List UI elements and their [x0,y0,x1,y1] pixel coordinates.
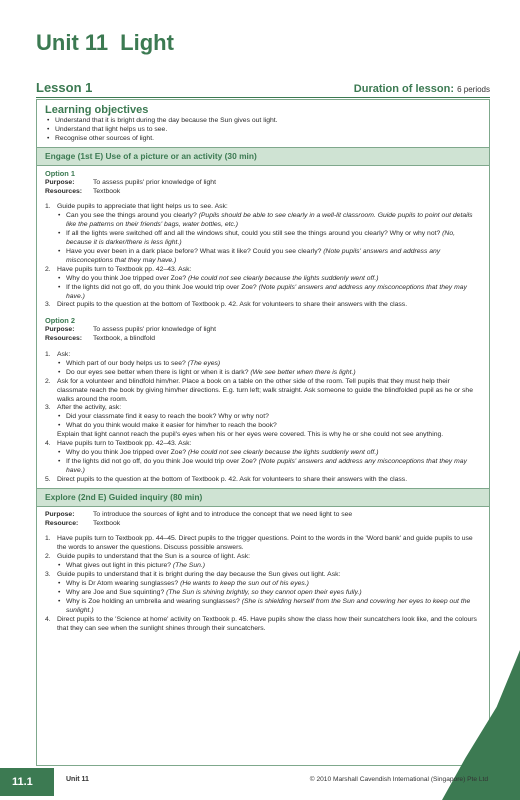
step-text: Ask: [57,351,71,359]
step-text: Direct pupils to the question at the bottom of Textbook p. 42. Ask for volunteers to share their answers with the class. [57,301,408,309]
objectives-list [45,117,483,144]
page-number: 11.1 [12,776,33,788]
option2-steps [45,351,481,485]
option1-purpose [45,179,481,188]
step-text: Guide pupils to appreciate that light helps us to see. Ask: [57,203,228,211]
step-text: Direct pupils to the question at the bottom of Textbook p. 42. Ask for volunteers to share their answers with the class. [57,475,408,483]
step [45,553,481,571]
step-number: 3. [45,301,51,309]
option2-title: Option 2 [45,316,75,326]
purpose-label: Purpose: [45,510,75,518]
purpose-text: To assess pupils' prior knowledge of light [93,178,216,186]
question-bullet: • What do you think would make it easier for him/her to reach the book? [66,422,481,431]
question-bullet: • If the lights did not go off, do you think Joe would trip over Zoe? (Note pupils' answers and address any misconceptions that they may have.) [66,284,481,302]
page-number-tab [0,768,54,796]
step-number: 1. [45,203,51,211]
step-number: 3. [45,404,51,412]
objective-item: • Recognise other sources of light. [55,135,483,144]
question-bullet: • Why is Zoe holding an umbrella and wearing sunglasses? (She is shielding herself from the Sun and covering her eyes to keep out the sunlight.) [66,598,481,616]
lesson-box [36,99,490,766]
step [45,535,481,553]
duration-label: Duration of lesson: [353,83,455,95]
step-number: 2. [45,377,51,385]
unit-number: Unit 11 [36,30,109,55]
unit-title [36,30,174,56]
step [45,440,481,476]
lesson-duration [354,83,490,95]
step [45,351,481,378]
explore-purpose [45,511,481,520]
step-number: 2. [45,265,51,273]
explore-steps [45,535,481,633]
purpose-label: Purpose: [45,178,75,186]
step-text: Have pupils turn to Textbook pp. 42–43. Ask: [57,440,192,448]
option2-purpose [45,326,481,335]
step [45,571,481,616]
step-text: Explain that light cannot reach the pupil's eyes when his or her eyes were covered. This is why he or she could not see anything. [57,431,444,439]
question-bullet: • Why do you think Joe tripped over Zoe? (He could not see clearly because the lights suddenly went off.) [66,275,481,284]
resources-label: Resources: [45,187,83,195]
resources-label: Resource: [45,519,79,527]
step-text: Guide pupils to understand that it is bright during the day because the Sun gives out light. Ask: [57,571,341,579]
objective-item: • Understand that light helps us to see. [55,126,483,135]
resources-text: Textbook [93,187,121,195]
resources-text: Textbook [93,519,121,527]
step-text: Ask for a volunteer and blindfold him/her. Place a book on a table on the other side of the room. Tell pupils that they must help their classmate reach the book by giving him/her directions. E.g. turn left; walk straight. Ask someone to guide the blindfolded pupil as he or she walks around the room. [57,377,473,403]
question-bullet: • Which part of our body helps us to see? (The eyes) [66,360,481,369]
explore-resources [45,520,481,529]
step [45,404,481,440]
step-number: 5. [45,475,51,483]
option1-title: Option 1 [45,168,75,178]
resources-label: Resources: [45,335,83,343]
engage-header: Engage (1st E) Use of a picture or an activity (30 min) [37,147,489,166]
objective-item: • Understand that it is bright during the day because the Sun gives out light. [55,117,483,126]
step [45,378,481,405]
question-bullet: • Have you ever been in a dark place before? What was it like? Could you see clearly? (Note pupils' answers and address any misconceptions that they may have.) [66,248,481,266]
option2-resources [45,335,481,344]
step-number: 3. [45,571,51,579]
unit-topic: Light [120,30,174,55]
step-number: 4. [45,440,51,448]
question-bullet: • What gives out light in this picture? (The Sun.) [66,562,481,571]
question-bullet: • If the lights did not go off, do you think Joe would trip over Zoe? (Note pupils' answers and address any misconceptions that they may have.) [66,458,481,476]
purpose-text: To assess pupils' prior knowledge of light [93,326,216,334]
copyright: © 2010 Marshall Cavendish International (Singapore) Pte Ltd [309,776,488,783]
engage-content [37,166,489,488]
question-bullet: • Can you see the things around you clearly? (Pupils should be able to see clearly in a well-lit classroom. Guide pupils to point out details like the patterns on their friends' bags, water bottles, etc.) [66,212,481,230]
question-bullet: • Why are Joe and Sue squinting? (The Sun is shining brightly, so they cannot open their eyes fully.) [66,589,481,598]
step [45,301,481,310]
step-number: 1. [45,351,51,359]
step-text: Have pupils turn to Textbook pp. 44–45. Direct pupils to the trigger questions. Point to the words in the 'Word bank' and guide pupils to use the words to answer the questions. Discuss possible answers. [57,535,473,552]
footer-unit: Unit 11 [66,776,89,783]
resources-text: Textbook, a blindfold [93,335,155,343]
step-text: Have pupils turn to Textbook pp. 42–43. Ask: [57,265,192,273]
step [45,616,481,634]
objectives-title: Learning objectives [45,104,149,116]
step [45,266,481,302]
question-bullet: • Do our eyes see better when there is light or when it is dark? (We see better when there is light.) [66,369,481,378]
lesson-title: Lesson 1 [36,80,93,95]
question-bullet: • If all the lights were switched off and all the windows shut, could you still see the things around you clearly? Why or why not? (No, because it is darker/there is less light.) [66,230,481,248]
duration-value: 6 periods [457,85,490,94]
header-rule [36,97,490,98]
step-text: Guide pupils to understand that the Sun is a source of light. Ask: [57,553,251,561]
learning-objectives [37,100,489,147]
question-bullet: • Why is Dr Atom wearing sunglasses? (He wants to keep the sun out of his eyes.) [66,580,481,589]
purpose-text: To introduce the sources of light and to introduce the concept that we need light to see [93,510,353,518]
step [45,476,481,485]
step-number: 4. [45,615,51,623]
purpose-label: Purpose: [45,326,75,334]
step [45,203,481,265]
explore-content [37,507,489,637]
question-bullet: • Did your classmate find it easy to reach the book? Why or why not? [66,413,481,422]
option1-resources [45,188,481,197]
step-number: 1. [45,535,51,543]
step-text: After the activity, ask: [57,404,122,412]
step-text: Direct pupils to the 'Science at home' activity on Textbook p. 45. Have pupils show the class how their suncatchers look like, and the colours that they can see when the sunlight shines through their suncatchers. [57,615,477,632]
step-number: 2. [45,553,51,561]
question-bullet: • Why do you think Joe tripped over Zoe? (He could not see clearly because the lights suddenly went off.) [66,449,481,458]
explore-header: Explore (2nd E) Guided inquiry (80 min) [37,488,489,507]
option1-steps [45,203,481,310]
lesson-header [36,80,490,95]
